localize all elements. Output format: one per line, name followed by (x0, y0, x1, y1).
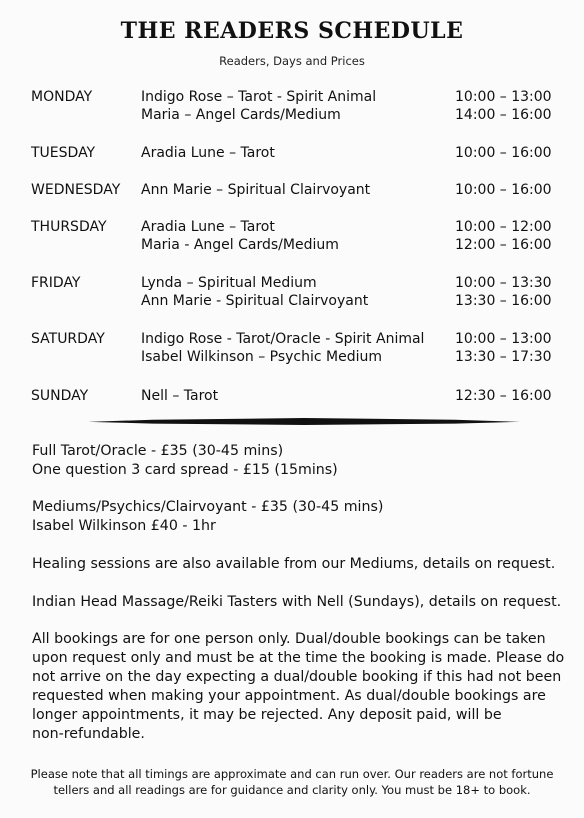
reader-entry: Isabel Wilkinson – Psychic Medium (141, 349, 383, 365)
time-list (455, 387, 552, 405)
price-line: Isabel Wilkinson £40 - 1hr (32, 518, 216, 534)
time-list (455, 218, 552, 254)
reader-entry: Ann Marie – Spiritual Clairvoyant (141, 182, 371, 198)
note-line: Please note that all timings are approximate and can run over. Our readers are not fortune (30, 767, 554, 781)
policy-line: not arrive on the day expecting a dual/double booking if this had not been (32, 669, 562, 685)
day-label: THURSDAY (31, 219, 107, 235)
page-title: THE READERS SCHEDULE (120, 18, 464, 44)
massage-info: Indian Head Massage/Reiki Tasters with Nell (Sundays), details on request. (32, 594, 562, 610)
note-line: tellers and all readings are for guidance and clarity only. You must be 18+ to book. (53, 783, 531, 797)
reader-entry: Maria - Angel Cards/Medium (141, 237, 339, 253)
reader-list (141, 387, 218, 405)
reader-list (141, 181, 370, 199)
reader-entry: Indigo Rose – Tarot - Spirit Animal (141, 89, 377, 105)
reader-entry: Aradia Lune – Tarot (141, 219, 275, 235)
time-slot: 10:00 – 16:00 (455, 145, 552, 161)
time-slot: 10:00 – 13:00 (455, 331, 552, 347)
healing-info: Healing sessions are also available from our Mediums, details on request. (32, 556, 556, 572)
time-slot: 10:00 – 13:30 (455, 275, 552, 291)
disclaimer-note (18, 766, 566, 798)
tarot-prices (32, 442, 562, 480)
booking-policy (32, 630, 565, 744)
price-line: Mediums/Psychics/Clairvoyant - £35 (30-45 mins) (32, 499, 384, 515)
time-list (455, 144, 552, 162)
time-slot: 12:00 – 16:00 (455, 237, 552, 253)
reader-entry: Maria – Angel Cards/Medium (141, 107, 341, 123)
time-slot: 12:30 – 16:00 (455, 388, 552, 404)
price-line: Full Tarot/Oracle - £35 (30-45 mins) (32, 443, 284, 459)
day-label: MONDAY (31, 89, 93, 105)
policy-line: longer appointments, it may be rejected. Any deposit paid, will be (32, 707, 502, 723)
time-slot: 10:00 – 12:00 (455, 219, 552, 235)
time-slot: 10:00 – 13:00 (455, 89, 552, 105)
reader-list (141, 144, 275, 162)
day-label: TUESDAY (31, 145, 96, 161)
time-list (455, 88, 552, 124)
policy-line: All bookings are for one person only. Dual/double bookings can be taken (32, 631, 546, 647)
price-line: One question 3 card spread - £15 (15mins) (32, 462, 338, 478)
time-list (455, 274, 552, 310)
reader-entry: Nell – Tarot (141, 388, 219, 404)
policy-line: non-refundable. (32, 726, 145, 742)
time-list (455, 330, 552, 366)
time-list (455, 181, 552, 199)
ornamental-divider (88, 418, 520, 425)
policy-line: requested when making your appointment. As dual/double bookings are (32, 688, 546, 704)
reader-list (141, 274, 368, 310)
time-slot: 14:00 – 16:00 (455, 107, 552, 123)
time-slot: 13:30 – 16:00 (455, 293, 552, 309)
reader-list (141, 88, 376, 124)
reader-entry: Aradia Lune – Tarot (141, 145, 275, 161)
reader-entry: Lynda – Spiritual Medium (141, 275, 317, 291)
day-label: FRIDAY (31, 275, 81, 291)
policy-line: upon request only and must be at the time the booking is made. Please do (32, 650, 565, 666)
time-slot: 10:00 – 16:00 (455, 182, 552, 198)
day-label: SATURDAY (31, 331, 105, 347)
time-slot: 13:30 – 17:30 (455, 349, 552, 365)
medium-prices (32, 498, 562, 536)
reader-list (141, 218, 339, 254)
day-label: SUNDAY (31, 388, 89, 404)
reader-entry: Indigo Rose - Tarot/Oracle - Spirit Animal (141, 331, 425, 347)
page-subtitle: Readers, Days and Prices (219, 54, 365, 68)
reader-list (141, 330, 424, 366)
reader-entry: Ann Marie - Spiritual Clairvoyant (141, 293, 369, 309)
day-label: WEDNESDAY (31, 182, 121, 198)
